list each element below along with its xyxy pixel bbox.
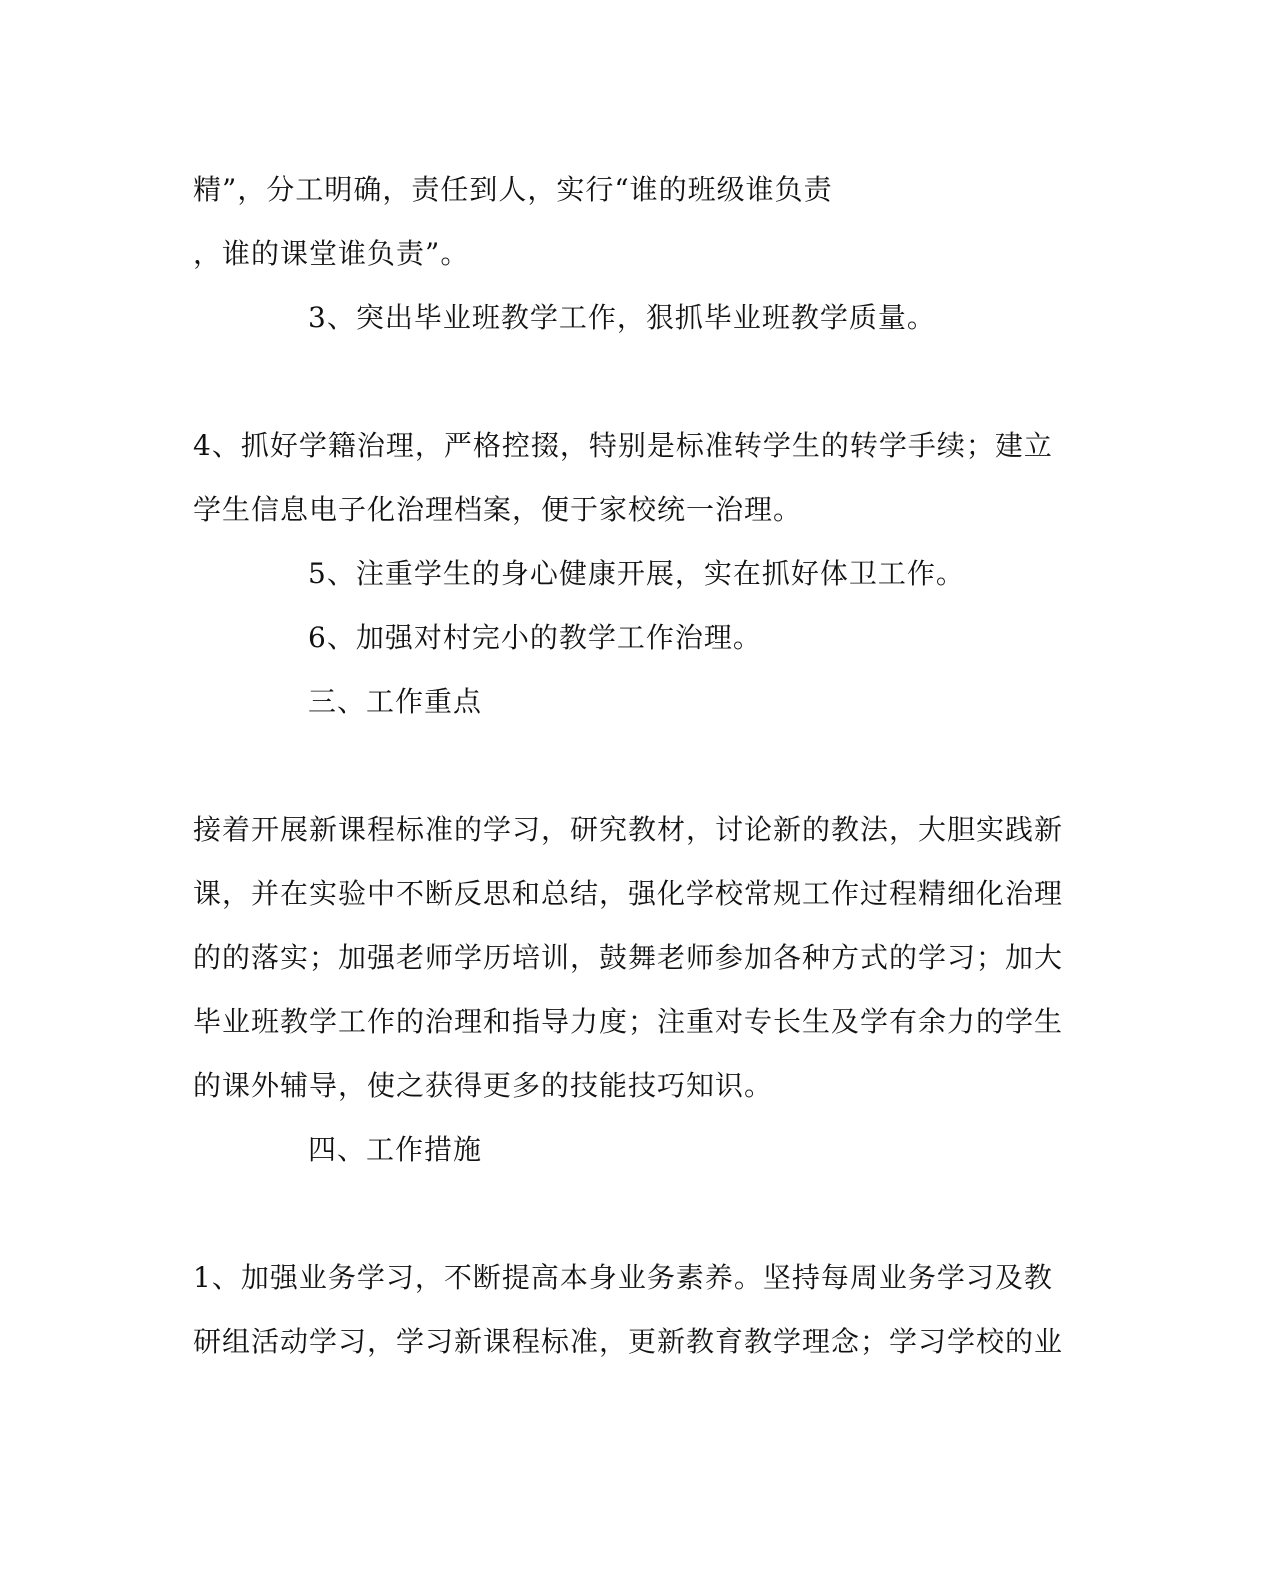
list-item-1: 1、加强业务学习，不断提高本身业务素养。坚持每周业务学习及教	[193, 1261, 1053, 1294]
paragraph-line: 课，并在实验中不断反思和总结，强化学校常规工作过程精细化治理	[193, 877, 1064, 910]
list-item-5: 5、注重学生的身心健康开展，实在抓好体卫工作。	[308, 557, 965, 590]
section-heading-3: 三、工作重点	[308, 685, 483, 718]
list-item-3: 3、突出毕业班教学工作，狠抓毕业班教学质量。	[308, 301, 936, 334]
paragraph-line: 接着开展新课程标准的学习，研究教材，讨论新的教法，大胆实践新	[193, 813, 1064, 846]
paragraph-line: 的课外辅导，使之获得更多的技能技巧知识。	[193, 1069, 774, 1102]
paragraph-line: 精”，分工明确，责任到人，实行“谁的班级谁负责	[193, 173, 833, 206]
paragraph-line: 研组活动学习，学习新课程标准，更新教育教学理念；学习学校的业	[193, 1325, 1064, 1358]
list-item-6: 6、加强对村完小的教学工作治理。	[308, 621, 762, 654]
section-heading-4: 四、工作措施	[308, 1133, 483, 1166]
list-item-4: 4、抓好学籍治理，严格控掇，特别是标准转学生的转学手续；建立	[193, 429, 1053, 462]
paragraph-line: 学生信息电子化治理档案，便于家校统一治理。	[193, 493, 803, 526]
paragraph-line: 的的落实；加强老师学历培训，鼓舞老师参加各种方式的学习；加大	[193, 941, 1064, 974]
paragraph-line: 毕业班教学工作的治理和指导力度；注重对专长生及学有余力的学生	[193, 1005, 1064, 1038]
paragraph-line: ，谁的课堂谁负责”。	[193, 237, 470, 270]
